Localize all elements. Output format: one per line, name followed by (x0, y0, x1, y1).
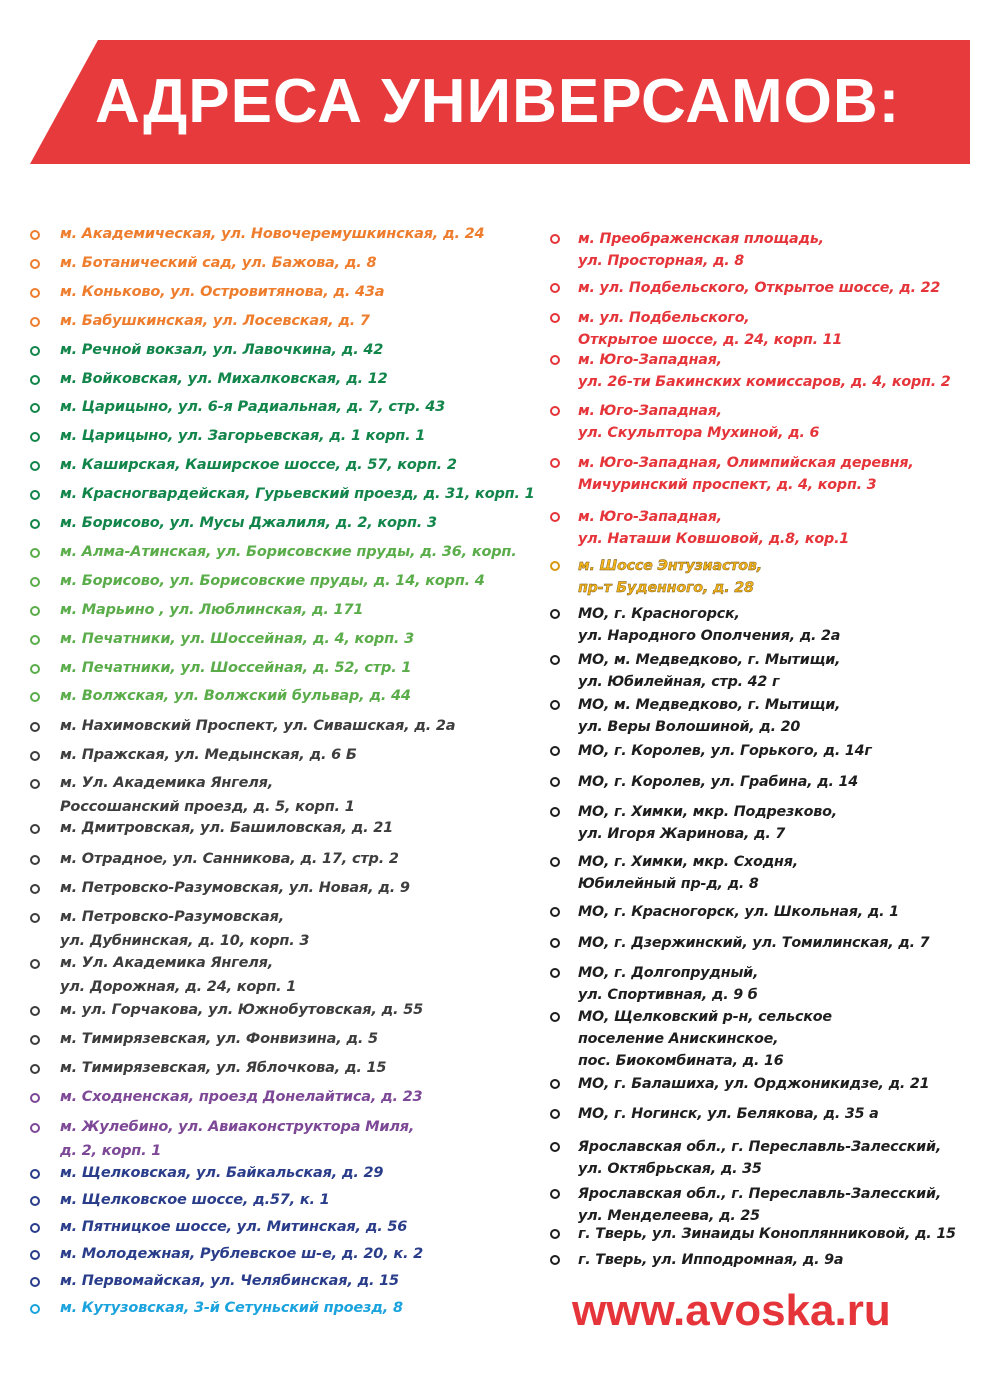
address-text (578, 1073, 929, 1095)
left-address-item (30, 569, 485, 593)
address-line: м. ул. Подбельского, (578, 310, 750, 326)
left-address-item (30, 1242, 423, 1266)
address-text (60, 511, 437, 535)
address-text (60, 1161, 383, 1185)
address-line: г. Тверь, ул. Зинаиды Коноплянниковой, д. 15 (578, 1226, 956, 1242)
address-line: ул. Скульптора Мухиной, д. 6 (578, 425, 820, 441)
address-line: м. Ботанический сад, ул. Бажова, д. 8 (60, 255, 377, 271)
ring-bullet-icon (550, 1255, 560, 1265)
ring-bullet-icon (550, 1189, 560, 1199)
address-line: м. Юго-Западная, Олимпийская деревня, (578, 455, 914, 471)
address-text (578, 1249, 843, 1271)
left-address-item (30, 998, 423, 1022)
right-address-item (550, 801, 837, 845)
address-line: МО, м. Медведково, г. Мытищи, (578, 652, 841, 668)
address-text (578, 555, 762, 599)
address-line: м. Сходненская, проезд Донелайтиса, д. 23 (60, 1089, 423, 1105)
address-text (60, 482, 535, 506)
address-line: м. Юго-Западная, (578, 509, 722, 525)
address-text (60, 540, 517, 564)
address-line: МО, г. Долгопрудный, (578, 965, 759, 981)
address-line: ул. Игоря Жаринова, д. 7 (578, 826, 786, 842)
ring-bullet-icon (30, 722, 40, 732)
left-address-item (30, 714, 455, 738)
address-line: МО, г. Королев, ул. Горького, д. 14г (578, 743, 872, 759)
address-line: ул. Народного Ополчения, д. 2а (578, 628, 841, 644)
ring-bullet-icon (30, 548, 40, 558)
left-address-item (30, 627, 414, 651)
ring-bullet-icon (550, 807, 560, 817)
right-address-item (550, 962, 758, 1006)
address-line: м. Каширская, Каширское шоссе, д. 57, корп. 2 (60, 457, 457, 473)
address-text (60, 280, 384, 304)
address-text (60, 309, 370, 333)
left-address-item (30, 511, 437, 535)
ring-bullet-icon (550, 938, 560, 948)
ring-bullet-icon (550, 968, 560, 978)
ring-bullet-icon (550, 313, 560, 323)
address-text (60, 627, 414, 651)
address-line: м. Ул. Академика Янгеля, (60, 955, 274, 971)
address-line: пос. Биокомбината, д. 16 (578, 1053, 784, 1069)
address-text (578, 740, 872, 762)
right-address-item (550, 649, 840, 693)
right-address-item (550, 349, 951, 393)
ring-bullet-icon (30, 1169, 40, 1179)
address-text (60, 1296, 403, 1320)
ring-bullet-icon (30, 1093, 40, 1103)
ring-bullet-icon (30, 751, 40, 761)
ring-bullet-icon (30, 1064, 40, 1074)
ring-bullet-icon (550, 234, 560, 244)
right-address-item (550, 1249, 843, 1271)
right-address-item (550, 452, 914, 496)
right-address-item (550, 277, 940, 299)
left-address-item (30, 1161, 383, 1185)
right-address-item (550, 603, 840, 647)
ring-bullet-icon (30, 959, 40, 969)
left-address-item (30, 222, 484, 246)
address-text (578, 603, 840, 647)
address-text (578, 400, 819, 444)
address-line: м. Пражская, ул. Медынская, д. 6 Б (60, 747, 357, 763)
address-line: м. Дмитровская, ул. Башиловская, д. 21 (60, 820, 394, 836)
ring-bullet-icon (30, 664, 40, 674)
right-address-item (550, 1073, 929, 1095)
ring-bullet-icon (30, 1196, 40, 1206)
left-address-item (30, 1085, 422, 1109)
left-address-item (30, 367, 388, 391)
address-line: м. Отрадное, ул. Санникова, д. 17, стр. 2 (60, 851, 399, 867)
address-line: м. Речной вокзал, ул. Лавочкина, д. 42 (60, 342, 384, 358)
ring-bullet-icon (550, 1109, 560, 1119)
ring-bullet-icon (550, 1142, 560, 1152)
address-line: м. Преображенская площадь, (578, 231, 824, 247)
address-text (60, 1115, 414, 1163)
ring-bullet-icon (30, 519, 40, 529)
address-line: м. Петровско-Разумовская, ул. Новая, д. 9 (60, 880, 410, 896)
right-address-item (550, 307, 842, 351)
address-line: м. Борисово, ул. Борисовские пруды, д. 14, корп. 4 (60, 573, 485, 589)
address-line: м. Печатники, ул. Шоссейная, д. 4, корп. 3 (60, 631, 414, 647)
address-text (578, 851, 798, 895)
address-line: м. Петровско-Разумовская, (60, 909, 285, 925)
left-address-item (30, 251, 376, 275)
address-line: м. Юго-Западная, (578, 352, 722, 368)
left-address-item (30, 1115, 414, 1163)
address-line: ул. Юбилейная, стр. 42 г (578, 674, 780, 690)
address-text (578, 1183, 941, 1227)
left-address-item (30, 540, 517, 564)
right-address-item (550, 1103, 879, 1125)
address-line: м. Шоссе Энтузиастов, (578, 558, 763, 574)
address-line: МО, г. Химки, мкр. Подрезково, (578, 804, 837, 820)
address-text (578, 1136, 941, 1180)
address-text (60, 569, 485, 593)
right-address-item (550, 506, 849, 550)
address-text (60, 598, 363, 622)
left-address-item (30, 482, 535, 506)
address-text (60, 743, 357, 767)
address-line: Ярославская обл., г. Переславль-Залесский, (578, 1186, 942, 1202)
ring-bullet-icon (30, 1123, 40, 1133)
address-text (578, 649, 840, 693)
left-address-item (30, 309, 370, 333)
address-text (578, 1006, 832, 1072)
ring-bullet-icon (30, 779, 40, 789)
address-text (578, 694, 840, 738)
address-line: ул. Дорожная, д. 24, корп. 1 (60, 979, 297, 995)
ring-bullet-icon (550, 561, 560, 571)
address-line: МО, г. Красногорск, ул. Школьная, д. 1 (578, 904, 899, 920)
ring-bullet-icon (30, 913, 40, 923)
ring-bullet-icon (550, 1079, 560, 1089)
address-line: ул. 26-ти Бакинских комиссаров, д. 4, корп. 2 (578, 374, 951, 390)
address-text (578, 901, 899, 923)
ring-bullet-icon (30, 461, 40, 471)
address-line: Открытое шоссе, д. 24, корп. 11 (578, 332, 843, 348)
address-line: пр-т Буденного, д. 28 (578, 580, 754, 596)
address-line: м. Молодежная, Рублевское ш-е, д. 20, к. 2 (60, 1246, 424, 1262)
right-address-item (550, 901, 899, 923)
right-address-item (550, 932, 929, 954)
address-line: МО, г. Дзержинский, ул. Томилинская, д. 7 (578, 935, 930, 951)
address-text (60, 684, 411, 708)
address-text (578, 771, 858, 793)
address-line: м. Щелковское шоссе, д.57, к. 1 (60, 1192, 330, 1208)
ring-bullet-icon (30, 1223, 40, 1233)
address-text (578, 452, 914, 496)
address-text (60, 1242, 423, 1266)
address-line: м. Тимирязевская, ул. Фонвизина, д. 5 (60, 1031, 378, 1047)
address-line: МО, г. Красногорск, (578, 606, 740, 622)
address-text (60, 1085, 422, 1109)
left-address-item (30, 338, 383, 362)
ring-bullet-icon (30, 317, 40, 327)
address-text (578, 349, 951, 393)
address-line: м. Коньково, ул. Островитянова, д. 43а (60, 284, 385, 300)
left-address-item (30, 816, 393, 840)
ring-bullet-icon (30, 855, 40, 865)
address-line: м. ул. Горчакова, ул. Южнобутовская, д. 55 (60, 1002, 423, 1018)
address-text (60, 771, 355, 819)
address-text (60, 1269, 399, 1293)
ring-bullet-icon (30, 635, 40, 645)
ring-bullet-icon (30, 259, 40, 269)
address-line: м. Академическая, ул. Новочеремушкинская, д. 24 (60, 226, 485, 242)
ring-bullet-icon (550, 1012, 560, 1022)
address-line: м. Красногвардейская, Гурьевский проезд, д. 31, корп. 1 (60, 486, 535, 502)
address-text (60, 1056, 386, 1080)
address-line: поселение Анискинское, (578, 1031, 779, 1047)
ring-bullet-icon (30, 490, 40, 500)
address-line: м. Тимирязевская, ул. Яблочкова, д. 15 (60, 1060, 387, 1076)
ring-bullet-icon (30, 346, 40, 356)
address-line: МО, г. Ногинск, ул. Белякова, д. 35 а (578, 1106, 879, 1122)
address-text (60, 1215, 407, 1239)
address-line: м. Кутузовская, 3-й Сетуньский проезд, 8 (60, 1300, 403, 1316)
left-address-item (30, 1215, 407, 1239)
address-line: м. Пятницкое шоссе, ул. Митинская, д. 56 (60, 1219, 408, 1235)
left-address-item (30, 905, 309, 953)
address-line: МО, г. Королев, ул. Грабина, д. 14 (578, 774, 859, 790)
right-address-item (550, 771, 858, 793)
left-address-item (30, 1296, 403, 1320)
left-address-item (30, 598, 363, 622)
ring-bullet-icon (550, 655, 560, 665)
website-link[interactable]: www.avoska.ru (572, 1286, 891, 1335)
address-text (60, 905, 309, 953)
address-line: Россошанский проезд, д. 5, корп. 1 (60, 799, 355, 815)
address-line: ул. Менделеева, д. 25 (578, 1208, 760, 1224)
address-line: м. Волжская, ул. Волжский бульвар, д. 44 (60, 688, 411, 704)
ring-bullet-icon (550, 1229, 560, 1239)
address-line: ул. Дубнинская, д. 10, корп. 3 (60, 933, 310, 949)
address-text (60, 1188, 330, 1212)
address-line: МО, м. Медведково, г. Мытищи, (578, 697, 841, 713)
address-line: МО, г. Балашиха, ул. Орджоникидзе, д. 21 (578, 1076, 930, 1092)
address-line: ул. Веры Волошиной, д. 20 (578, 719, 801, 735)
address-line: г. Тверь, ул. Ипподромная, д. 9а (578, 1252, 844, 1268)
address-text (60, 367, 388, 391)
ring-bullet-icon (30, 1035, 40, 1045)
address-text (578, 1103, 879, 1125)
ring-bullet-icon (30, 375, 40, 385)
left-address-item (30, 876, 410, 900)
address-text (578, 277, 940, 299)
address-text (578, 228, 824, 272)
address-line: м. Юго-Западная, (578, 403, 722, 419)
ring-bullet-icon (550, 907, 560, 917)
address-text (60, 998, 423, 1022)
address-line: м. Алма-Атинская, ул. Борисовские пруды, д. 36, корп. (60, 544, 517, 560)
right-address-item (550, 400, 819, 444)
ring-bullet-icon (550, 355, 560, 365)
ring-bullet-icon (550, 458, 560, 468)
address-text (60, 251, 376, 275)
ring-bullet-icon (550, 700, 560, 710)
ring-bullet-icon (550, 777, 560, 787)
ring-bullet-icon (30, 884, 40, 894)
ring-bullet-icon (550, 283, 560, 293)
right-address-item (550, 555, 762, 599)
left-address-item (30, 1027, 378, 1051)
address-line: м. Щелковская, ул. Байкальская, д. 29 (60, 1165, 384, 1181)
ring-bullet-icon (30, 1304, 40, 1314)
address-line: м. Нахимовский Проспект, ул. Сивашская, д. 2а (60, 718, 456, 734)
address-text (60, 338, 383, 362)
address-text (578, 962, 758, 1006)
address-text (578, 506, 849, 550)
address-line: м. ул. Подбельского, Открытое шоссе, д. 22 (578, 280, 941, 296)
right-address-item (550, 228, 824, 272)
left-address-item (30, 1056, 386, 1080)
ring-bullet-icon (30, 1277, 40, 1287)
address-line: Ярославская обл., г. Переславль-Залесский, (578, 1139, 942, 1155)
ring-bullet-icon (30, 824, 40, 834)
ring-bullet-icon (550, 609, 560, 619)
left-address-item (30, 684, 411, 708)
ring-bullet-icon (30, 403, 40, 413)
right-address-item (550, 740, 872, 762)
left-address-item (30, 1188, 330, 1212)
left-address-item (30, 847, 399, 871)
address-line: м. Царицыно, ул. Загорьевская, д. 1 корп. 1 (60, 428, 426, 444)
address-line: м. Царицыно, ул. 6-я Радиальная, д. 7, стр. 43 (60, 399, 446, 415)
address-line: м. Борисово, ул. Мусы Джалиля, д. 2, корп. 3 (60, 515, 437, 531)
left-address-item (30, 280, 384, 304)
right-address-item (550, 1136, 941, 1180)
ring-bullet-icon (30, 230, 40, 240)
address-line: м. Первомайская, ул. Челябинская, д. 15 (60, 1273, 399, 1289)
address-text (60, 847, 399, 871)
right-address-item (550, 1183, 941, 1227)
page-title: АДРЕСА УНИВЕРСАМОВ: (95, 67, 901, 136)
address-text (60, 424, 425, 448)
address-line: м. Бабушкинская, ул. Лосевская, д. 7 (60, 313, 370, 329)
address-text (578, 1223, 956, 1245)
right-address-item (550, 1223, 956, 1245)
address-line: д. 2, корп. 1 (60, 1143, 162, 1159)
address-text (60, 714, 455, 738)
ring-bullet-icon (550, 746, 560, 756)
address-line: м. Марьино , ул. Люблинская, д. 171 (60, 602, 364, 618)
address-line: м. Печатники, ул. Шоссейная, д. 52, стр. 1 (60, 660, 412, 676)
ring-bullet-icon (30, 1006, 40, 1016)
address-line: м. Ул. Академика Янгеля, (60, 775, 274, 791)
right-address-item (550, 1006, 832, 1072)
address-text (60, 222, 484, 246)
ring-bullet-icon (30, 288, 40, 298)
address-text (60, 816, 393, 840)
ring-bullet-icon (30, 606, 40, 616)
address-text (60, 1027, 378, 1051)
ring-bullet-icon (550, 406, 560, 416)
right-address-item (550, 694, 840, 738)
left-address-item (30, 656, 411, 680)
left-address-item (30, 424, 425, 448)
address-text (60, 876, 410, 900)
address-line: Мичуринский проспект, д. 4, корп. 3 (578, 477, 877, 493)
right-address-item (550, 851, 798, 895)
address-line: Юбилейный пр-д, д. 8 (578, 876, 759, 892)
ring-bullet-icon (550, 512, 560, 522)
address-line: ул. Октябрьская, д. 35 (578, 1161, 762, 1177)
left-address-item (30, 951, 296, 999)
ring-bullet-icon (30, 577, 40, 587)
address-text (60, 951, 296, 999)
left-address-item (30, 453, 457, 477)
left-address-item (30, 743, 357, 767)
address-line: ул. Просторная, д. 8 (578, 253, 745, 269)
ring-bullet-icon (30, 432, 40, 442)
address-text (578, 307, 842, 351)
address-line: м. Жулебино, ул. Авиаконструктора Миля, (60, 1119, 415, 1135)
left-address-item (30, 1269, 399, 1293)
address-text (578, 801, 837, 845)
address-text (60, 453, 457, 477)
address-line: МО, г. Химки, мкр. Сходня, (578, 854, 798, 870)
address-line: м. Войковская, ул. Михалковская, д. 12 (60, 371, 388, 387)
ring-bullet-icon (30, 1250, 40, 1260)
address-line: МО, Щелковский р-н, сельское (578, 1009, 832, 1025)
ring-bullet-icon (550, 857, 560, 867)
address-text (60, 656, 411, 680)
left-address-item (30, 395, 445, 419)
address-line: ул. Спортивная, д. 9 б (578, 987, 758, 1003)
ring-bullet-icon (30, 692, 40, 702)
left-address-item (30, 771, 355, 819)
address-text (578, 932, 929, 954)
address-line: ул. Наташи Ковшовой, д.8, кор.1 (578, 531, 850, 547)
address-text (60, 395, 445, 419)
